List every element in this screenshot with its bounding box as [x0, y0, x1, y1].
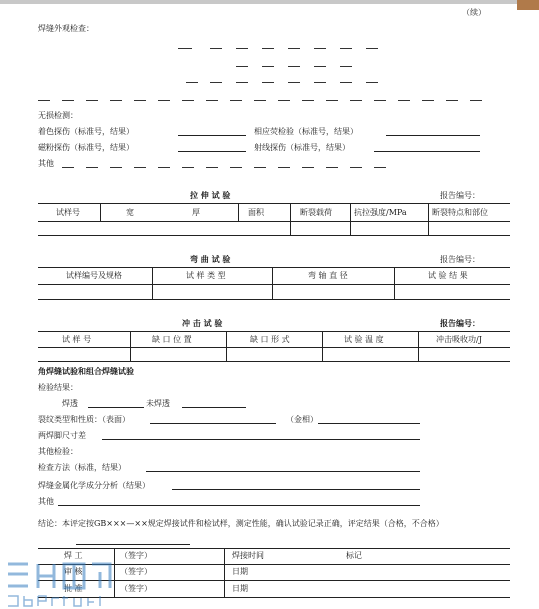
bend-col-div [394, 267, 395, 299]
impact-bottom-line [38, 361, 510, 362]
ndt-radio-line [374, 151, 480, 152]
impact-col-div [226, 331, 227, 361]
impact-header-temp: 试 验 温 度 [344, 335, 384, 344]
tensile-header-specimen: 试样号 [56, 208, 80, 217]
fillet-no-penetration-label: 未焊透 [146, 399, 170, 408]
conclusion-text: 结论：本评定按GB×××—××规定焊接试件和检试样，测定性能，确认试验记录正确，评定结果（合格，不合格） [38, 519, 444, 528]
bend-mid-line [38, 284, 510, 285]
fillet-penetration-line [88, 407, 144, 408]
fillet-method-line [146, 471, 420, 472]
impact-header-notch-type: 缺 口 形 式 [250, 335, 290, 344]
bend-header-result: 试 验 结 果 [428, 271, 468, 280]
tensile-col-div [100, 203, 101, 221]
window-corner [517, 0, 539, 10]
sign-reviewer-date: 日期 [232, 567, 248, 576]
bend-bottom-line [38, 299, 510, 300]
fillet-metallo-line [318, 423, 420, 424]
impact-col-div [322, 331, 323, 361]
tensile-col-div [350, 203, 351, 235]
fillet-metallo-label: （金相） [286, 415, 318, 424]
sign-welder-time: 焊接时间 [232, 551, 264, 560]
tensile-mid-line [38, 221, 510, 222]
ndt-magnetic-label: 磁粉探伤（标准号，结果） [38, 143, 134, 152]
ndt-radio-label: 射线探伤（标准号，结果） [254, 143, 350, 152]
fillet-title: 角焊缝试验和组合焊缝试验 [38, 367, 134, 376]
bend-top-line [38, 267, 510, 268]
sign-col-div [224, 548, 225, 598]
impact-col-div [130, 331, 131, 361]
ndt-other-label: 其他 [38, 159, 54, 168]
bend-header-type: 试 样 类 型 [186, 271, 226, 280]
impact-header-specimen: 试 样 号 [62, 335, 92, 344]
impact-mid-line [38, 347, 510, 348]
fillet-size-label: 两焊脚尺寸差 [38, 431, 86, 440]
impact-header-notch-pos: 缺 口 位 置 [152, 335, 192, 344]
watermark-logo [4, 558, 116, 608]
fillet-chem-label: 焊缝金属化学成分分析（结果） [38, 481, 150, 490]
fillet-other-line [58, 505, 420, 506]
fillet-chem-line [172, 489, 420, 490]
tensile-col-div [238, 203, 239, 221]
impact-col-div [418, 331, 419, 361]
bend-header-specimen: 试样编号及规格 [66, 271, 122, 280]
continued-mark: （续） [462, 8, 486, 17]
sign-approver-role: 批 准 [64, 584, 83, 593]
sign-approver-sign: （签字） [120, 584, 152, 593]
impact-title: 冲 击 试 验 [182, 319, 223, 328]
fillet-penetration-label: 焊透 [62, 399, 78, 408]
bend-title: 弯 曲 试 验 [190, 255, 231, 264]
impact-top-line [38, 331, 510, 332]
conclusion-line [76, 544, 190, 545]
tensile-header-area: 面积 [248, 208, 264, 217]
tensile-col-div [290, 203, 291, 235]
sign-welder-mark: 标记 [346, 551, 362, 560]
bend-header-diameter: 弯 轴 直 径 [308, 271, 348, 280]
tensile-col-div [428, 203, 429, 235]
sign-welder-role: 焊 工 [64, 551, 83, 560]
sign-approver-date: 日期 [232, 584, 248, 593]
sign-reviewer-role: 审 核 [64, 567, 83, 576]
window-top-strip [0, 0, 539, 4]
ndt-fluor-label: 相应荧检验（标准号，结果） [254, 127, 358, 136]
tensile-header-thickness: 厚 [192, 208, 200, 217]
sign-reviewer-sign: （签字） [120, 567, 152, 576]
tensile-bottom-line [38, 235, 510, 236]
ndt-magnetic-line [178, 151, 246, 152]
tensile-header-width: 宽 [126, 208, 134, 217]
tensile-title: 拉 伸 试 验 [190, 191, 231, 200]
fillet-crack-label: 裂纹类型和性质：（表面） [38, 415, 130, 424]
weld-visual-label: 焊缝外观检查： [38, 24, 94, 33]
fillet-method-label: 检查方法（标准，结果） [38, 463, 126, 472]
ndt-dye-line [178, 135, 246, 136]
fillet-no-penetration-line [182, 407, 246, 408]
impact-header-energy: 冲击吸收功/J [436, 335, 482, 344]
impact-report-label: 报告编号： [440, 319, 480, 328]
bend-col-div [152, 267, 153, 299]
tensile-header-strength: 抗拉强度/MPa [354, 208, 407, 217]
sign-welder-sign: （签字） [120, 551, 152, 560]
bend-col-div [272, 267, 273, 299]
ndt-dye-label: 着色探伤（标准号，结果） [38, 127, 134, 136]
tensile-report-label: 报告编号： [440, 191, 480, 200]
tensile-header-fracture: 断裂特点和部位 [432, 208, 488, 217]
fillet-other-check-label: 其他检验： [38, 447, 78, 456]
sign-top-line [38, 548, 510, 549]
fillet-other-label: 其他 [38, 497, 54, 506]
fillet-inspect-label: 检验结果： [38, 383, 78, 392]
ndt-fluor-line [386, 135, 480, 136]
tensile-top-line [38, 203, 510, 204]
ndt-title: 无损检测： [38, 111, 78, 120]
fillet-size-line [102, 439, 420, 440]
tensile-header-load: 断裂载荷 [300, 208, 332, 217]
fillet-crack-line [150, 423, 276, 424]
bend-report-label: 报告编号： [440, 255, 480, 264]
